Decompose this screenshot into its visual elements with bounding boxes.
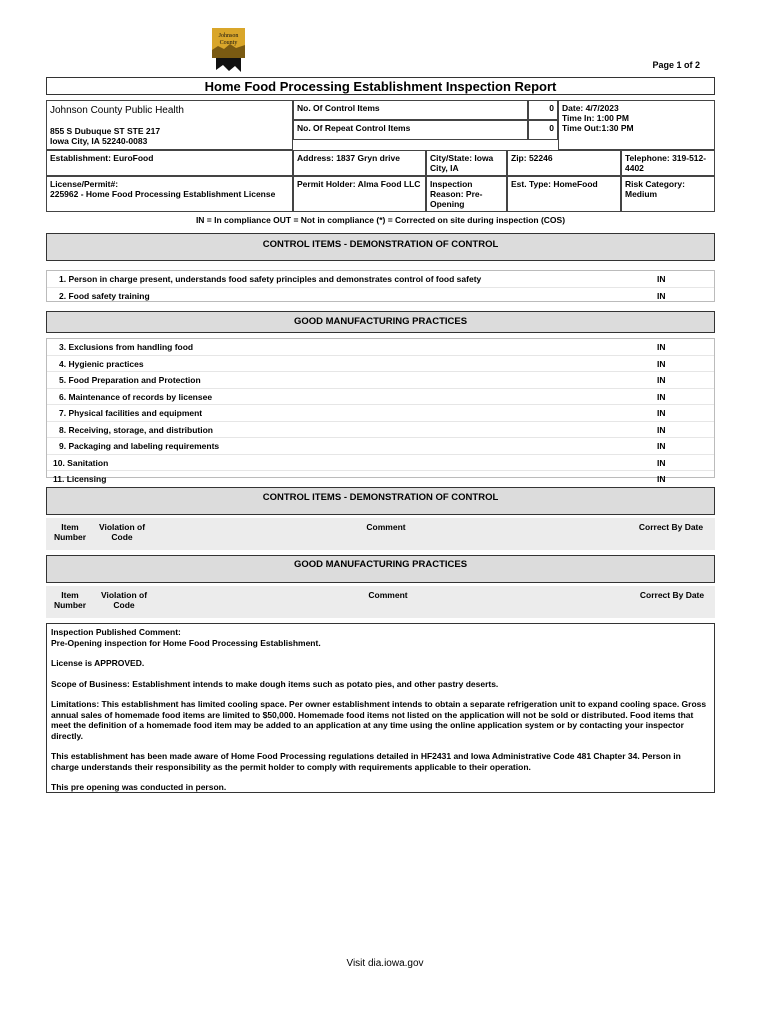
license-value: 225962 - Home Food Processing Establishment License — [50, 189, 276, 199]
control-items-value: 0 — [528, 100, 558, 120]
risk-category: Risk Category: Medium — [621, 176, 715, 212]
comment-paragraph: This establishment has been made aware of Home Food Processing regulations detailed in HF2431 and Iowa Administrative Code 481 Chapter 34. Person in charge understands their responsibility as the permit holder to comply with requirements applicable to their operation. — [51, 751, 681, 772]
comment-paragraph: This pre opening was conducted in person. — [51, 782, 227, 792]
list-item — [47, 339, 714, 356]
control-items-header: CONTROL ITEMS - DEMONSTRATION OF CONTROL — [46, 233, 715, 261]
gmp-header: GOOD MANUFACTURING PRACTICES — [46, 311, 715, 333]
item-status: IN — [657, 441, 666, 451]
violations-control-table-header — [46, 518, 715, 550]
comment-header: Comment — [366, 522, 406, 532]
telephone: Telephone: 319-512-4402 — [621, 150, 715, 176]
establishment-type: Est. Type: HomeFood — [507, 176, 621, 212]
list-item — [47, 356, 714, 373]
item-status: IN — [657, 408, 666, 418]
item-label: 7. Physical facilities and equipment — [59, 408, 203, 418]
license-cell — [46, 176, 293, 212]
item-label: 6. Maintenance of records by licensee — [59, 391, 213, 402]
item-header-line1: Item — [61, 522, 79, 532]
compliance-legend: IN = In compliance OUT = Not in compliance (*) = Corrected on site during inspection (COS) — [195, 215, 566, 225]
comment-paragraph: License is APPROVED. — [51, 658, 145, 668]
item-label: 10. Sanitation — [53, 457, 109, 468]
violation-header-line1: Violation of — [100, 590, 148, 600]
item-label: 8. Receiving, storage, and distribution — [59, 424, 213, 435]
list-item — [47, 422, 714, 439]
inspection-date: Date: 4/7/2023 — [562, 103, 619, 113]
violations-gmp-header: GOOD MANUFACTURING PRACTICES — [46, 555, 715, 583]
list-item — [47, 471, 714, 487]
item-label: 1. Person in charge present, understands food safety principles and demonstrates control of food safety — [59, 274, 482, 284]
item-status: IN — [657, 342, 666, 352]
violation-header-line1: Violation of — [98, 522, 146, 532]
permit-holder: Permit Holder: Alma Food LLC — [293, 176, 426, 212]
violation-code-header — [96, 590, 152, 610]
zip-code: Zip: 52246 — [507, 150, 621, 176]
inspection-reason: Inspection Reason: Pre-Opening — [426, 176, 507, 212]
control-items-label: No. Of Control Items — [293, 100, 528, 120]
violations-gmp-table-header — [46, 586, 715, 618]
county-logo-graphic — [212, 28, 245, 72]
repeat-items-label: No. Of Repeat Control Items — [293, 120, 528, 140]
list-item — [47, 389, 714, 406]
list-item — [47, 405, 714, 422]
violation-code-header — [94, 522, 150, 542]
agency-address-1: 855 S Dubuque ST STE 217 — [50, 126, 161, 136]
item-status: IN — [657, 474, 666, 484]
list-item — [47, 455, 714, 472]
svg-text:Johnson: Johnson — [218, 33, 239, 39]
license-label: License/Permit#: — [50, 179, 119, 189]
item-status: IN — [657, 274, 666, 284]
item-status: IN — [657, 424, 666, 435]
item-header-line2: Number — [53, 600, 87, 610]
item-label: 2. Food safety training — [59, 290, 150, 301]
item-status: IN — [657, 391, 666, 402]
comment-header: Comment — [368, 590, 408, 600]
control-items-list — [46, 270, 715, 302]
agency-address-2: Iowa City, IA 52240-0083 — [50, 136, 148, 146]
item-label: 11. Licensing — [53, 474, 107, 484]
establishment-name: Establishment: EuroFood — [46, 150, 293, 176]
list-item — [47, 288, 714, 304]
correct-by-header: Correct By Date — [638, 522, 704, 532]
report-title: Home Food Processing Establishment Inspection Report — [46, 77, 715, 95]
date-time-cell — [558, 100, 715, 150]
item-number-header — [50, 522, 90, 542]
item-label: 3. Exclusions from handling food — [59, 342, 194, 352]
agency-cell — [46, 100, 293, 150]
item-status: IN — [657, 290, 666, 301]
item-number-header — [50, 590, 90, 610]
violation-header-line2: Code — [111, 532, 133, 542]
item-label: 9. Packaging and labeling requirements — [59, 441, 220, 451]
city-state: City/State: Iowa City, IA — [426, 150, 507, 176]
repeat-items-value: 0 — [528, 120, 558, 140]
svg-text:County: County — [219, 40, 238, 46]
correct-by-header: Correct By Date — [639, 590, 705, 600]
item-header-line2: Number — [53, 532, 87, 542]
item-label: 4. Hygienic practices — [59, 358, 144, 369]
time-out: Time Out:1:30 PM — [562, 123, 634, 133]
item-status: IN — [657, 457, 666, 468]
item-header-line1: Item — [61, 590, 79, 600]
violation-header-line2: Code — [113, 600, 135, 610]
time-in: Time In: 1:00 PM — [562, 113, 629, 123]
inspection-comments — [46, 623, 715, 793]
comments-heading: Inspection Published Comment: — [51, 627, 181, 637]
list-item — [47, 271, 714, 288]
item-status: IN — [657, 375, 666, 385]
page-number: Page 1 of 2 — [652, 60, 700, 70]
list-item — [47, 438, 714, 455]
item-status: IN — [657, 358, 666, 369]
comment-paragraph: Pre-Opening inspection for Home Food Processing Establishment. — [51, 637, 321, 648]
establishment-address: Address: 1837 Gryn drive — [293, 150, 426, 176]
gmp-items-list — [46, 338, 715, 484]
comment-paragraph: Limitations: This establishment has limited cooling space. Per owner establishment intends to obtain a separate refrigeration unit to expand cooling space. Gross annual sales of homemade food items are limited to $50,000. Homemade food items not listed on the application will not be sold or distributed. Food items that meet the definition of a homemade food item may be added to an application at any time using the online application system or by contacting your inspector directly. — [51, 699, 707, 741]
violations-control-header: CONTROL ITEMS - DEMONSTRATION OF CONTROL — [46, 487, 715, 515]
item-label: 5. Food Preparation and Protection — [59, 375, 201, 385]
footer-link[interactable]: Visit dia.iowa.gov — [346, 958, 424, 969]
list-item — [47, 372, 714, 389]
county-logo — [212, 28, 245, 72]
agency-name: Johnson County Public Health — [50, 105, 184, 116]
comment-paragraph: Scope of Business: Establishment intends to make dough items such as potato pies, and other pastry deserts. — [51, 678, 499, 689]
